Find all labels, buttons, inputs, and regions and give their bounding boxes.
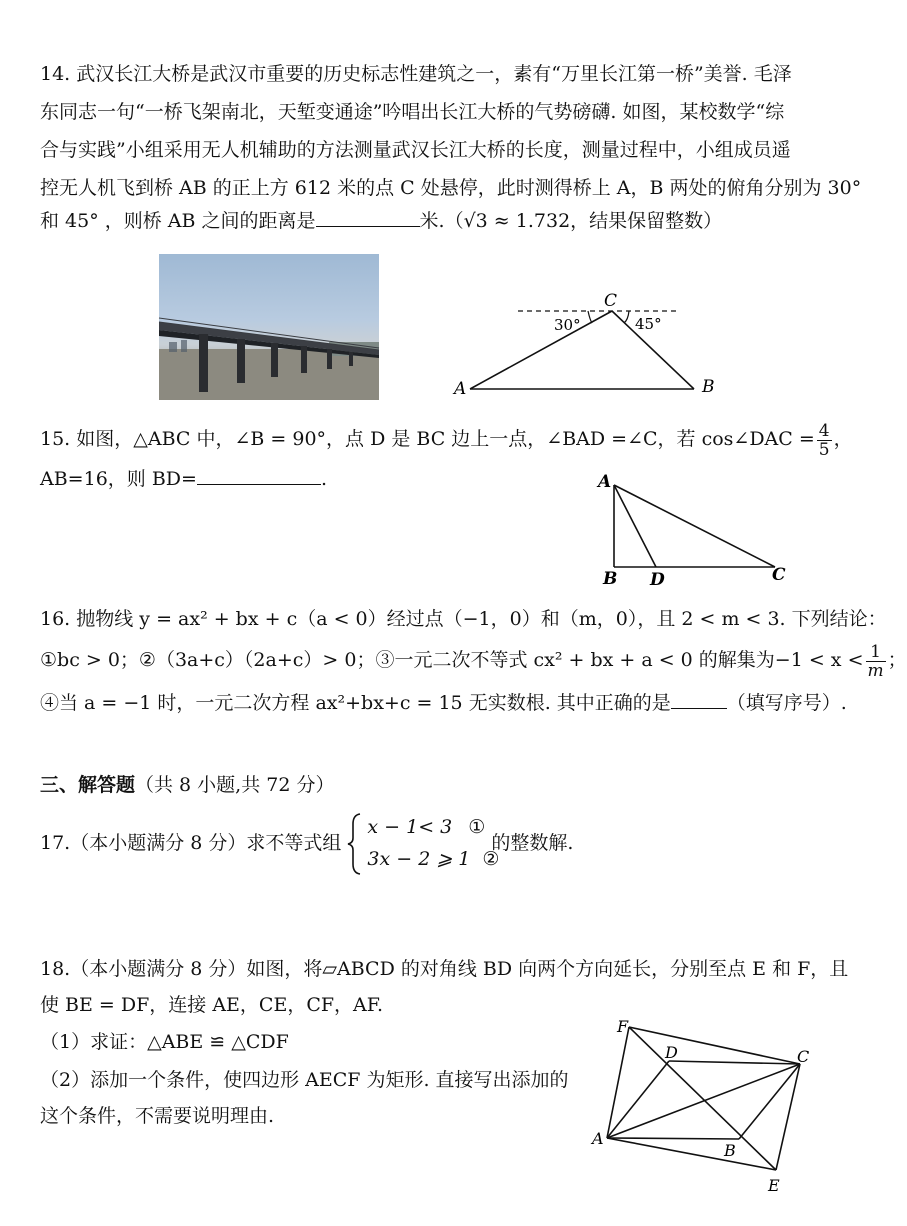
q14-line-2: 东同志一句“一桥飞架南北，天堑变通途”吟唱出长江大桥的气势磅礴. 如图，某校数学“综: [40, 101, 785, 123]
bridge-photo: [159, 254, 379, 400]
q17-mark-2: ②: [482, 848, 500, 870]
q18-label-a: A: [592, 1129, 604, 1148]
q16-line-2-pre: ①bc > 0；②（3a+c）（2a+c）> 0；③一元二次不等式 cx² + bx + a < 0 的解集为−1 < x <: [40, 649, 864, 671]
q17-eq1: x − 1< 3: [367, 816, 453, 838]
q15-label-c: C: [772, 565, 786, 585]
q14-side-ca: [470, 311, 612, 389]
q14-label-a: A: [454, 379, 467, 399]
q18-segment-dc: [669, 1061, 800, 1064]
q15-line-2: [40, 464, 327, 493]
section-3-title: 三、解答题: [40, 774, 136, 796]
q18-parallelogram-diagram: [585, 1012, 815, 1197]
q17-line: [40, 810, 573, 876]
q17-pre: 17.（本小题满分 8 分）求不等式组: [40, 832, 342, 854]
q14-line-5-pre: 和 45° ，则桥 AB 之间的距离是: [40, 210, 316, 232]
section-3-heading: [40, 771, 334, 799]
q15-fraction: [817, 422, 832, 459]
section-3-note: （共 8 小题,共 72 分）: [135, 774, 335, 796]
q15-triangle-diagram: [590, 466, 800, 590]
q14-line-1: 14. 武汉长江大桥是武汉市重要的历史标志性建筑之一，素有“万里长江第一桥”美誉. 毛泽: [40, 63, 792, 85]
q15-side-ac: [614, 485, 775, 567]
q14-triangle-diagram: [440, 285, 740, 405]
q18-diagonal-fe: [629, 1027, 776, 1170]
bridge-photo-drawing: [159, 254, 379, 400]
q15-line-1: [40, 417, 853, 461]
q16-fraction-numerator: 1: [866, 643, 886, 662]
q18-label-e: E: [768, 1176, 780, 1195]
q14-label-30deg: 30°: [554, 316, 581, 334]
q16-line-3-post: （填写序号）.: [726, 692, 847, 714]
q16-fraction-denominator: m: [867, 660, 884, 681]
q16-answer-blank[interactable]: [671, 688, 727, 709]
q16-line-2: [40, 638, 907, 682]
q14-line-5: [40, 206, 722, 235]
q16-line-3-pre: ④当 a = −1 时，一元二次方程 ax²+bx+c = 15 无实数根. 其中正确的是: [40, 692, 671, 714]
q16-line-3: [40, 688, 847, 717]
q14-line-5-post: 米.（√3 ≈ 1.732，结果保留整数）: [419, 210, 723, 232]
q18-segment-fc: [629, 1027, 800, 1064]
q15-segment-ad: [614, 485, 656, 567]
q18-label-f: F: [617, 1017, 629, 1036]
q14-label-c: C: [604, 291, 618, 311]
q18-line-1: 18.（本小题满分 8 分）如图，将▱ABCD 的对角线 BD 向两个方向延长，分别至点 E 和 F，且: [40, 958, 849, 980]
q15-fraction-denominator: 5: [818, 439, 830, 460]
q17-inequality-1: [367, 812, 485, 842]
q15-answer-blank[interactable]: [197, 464, 321, 485]
q18-line-2: 使 BE = DF，连接 AE，CE，CF，AF.: [40, 994, 384, 1016]
q18-label-c: C: [797, 1047, 810, 1066]
q14-line-3: 合与实践”小组采用无人机辅助的方法测量武汉长江大桥的长度，测量过程中，小组成员遥: [40, 139, 791, 161]
q15-line-2-post: .: [320, 468, 327, 490]
q15-line-2-pre: AB=16，则 BD=: [40, 468, 197, 490]
q14-answer-blank[interactable]: [316, 206, 420, 227]
q14-label-b: B: [702, 377, 715, 397]
q16-line-2-post: ；: [887, 649, 907, 671]
q18-part-2-line-1: （2）添加一个条件，使四边形 AECF 为矩形. 直接写出添加的: [40, 1069, 569, 1091]
q15-comma: ，: [833, 428, 853, 450]
q17-mark-1: ①: [468, 816, 486, 838]
q15-label-b: B: [603, 569, 618, 589]
q18-segment-fa: [607, 1027, 629, 1138]
q15-label-d: D: [650, 570, 665, 590]
q15-label-a: A: [598, 472, 612, 492]
q17-inequality-2: [367, 844, 499, 874]
q16-fraction: [866, 643, 886, 680]
q17-eq2: 3x − 2 ⩾ 1: [367, 848, 471, 870]
q18-part-2-line-2: 这个条件，不需要说明理由.: [40, 1105, 275, 1127]
q16-line-1: 16. 抛物线 y = ax² + bx + c（a < 0）经过点（−1，0）和（m，0），且 2 < m < 3. 下列结论：: [40, 608, 887, 630]
q18-label-d: D: [665, 1043, 678, 1062]
q14-line-4: 控无人机飞到桥 AB 的正上方 612 米的点 C 处悬停，此时测得桥上 A，B 两处的俯角分别为 30°: [40, 177, 862, 199]
q18-label-b: B: [724, 1141, 736, 1160]
q15-fraction-numerator: 4: [818, 420, 830, 441]
q17-inequality-system: [347, 812, 500, 876]
q18-part-1: （1）求证：△ABE ≌ △CDF: [40, 1031, 289, 1053]
q17-brace-icon: [347, 812, 363, 876]
q18-segment-ab: [607, 1138, 739, 1139]
q18-segment-ae: [607, 1138, 776, 1170]
q14-angle-arc-left: [588, 311, 592, 323]
q17-post: 的整数解.: [491, 832, 574, 854]
q15-line-1-text: 15. 如图，△ABC 中，∠B = 90°，点 D 是 BC 边上一点，∠BAD =∠C，若 cos∠DAC =: [40, 428, 815, 450]
q14-label-45deg: 45°: [635, 315, 662, 333]
q14-angle-arc-right: [624, 311, 629, 323]
